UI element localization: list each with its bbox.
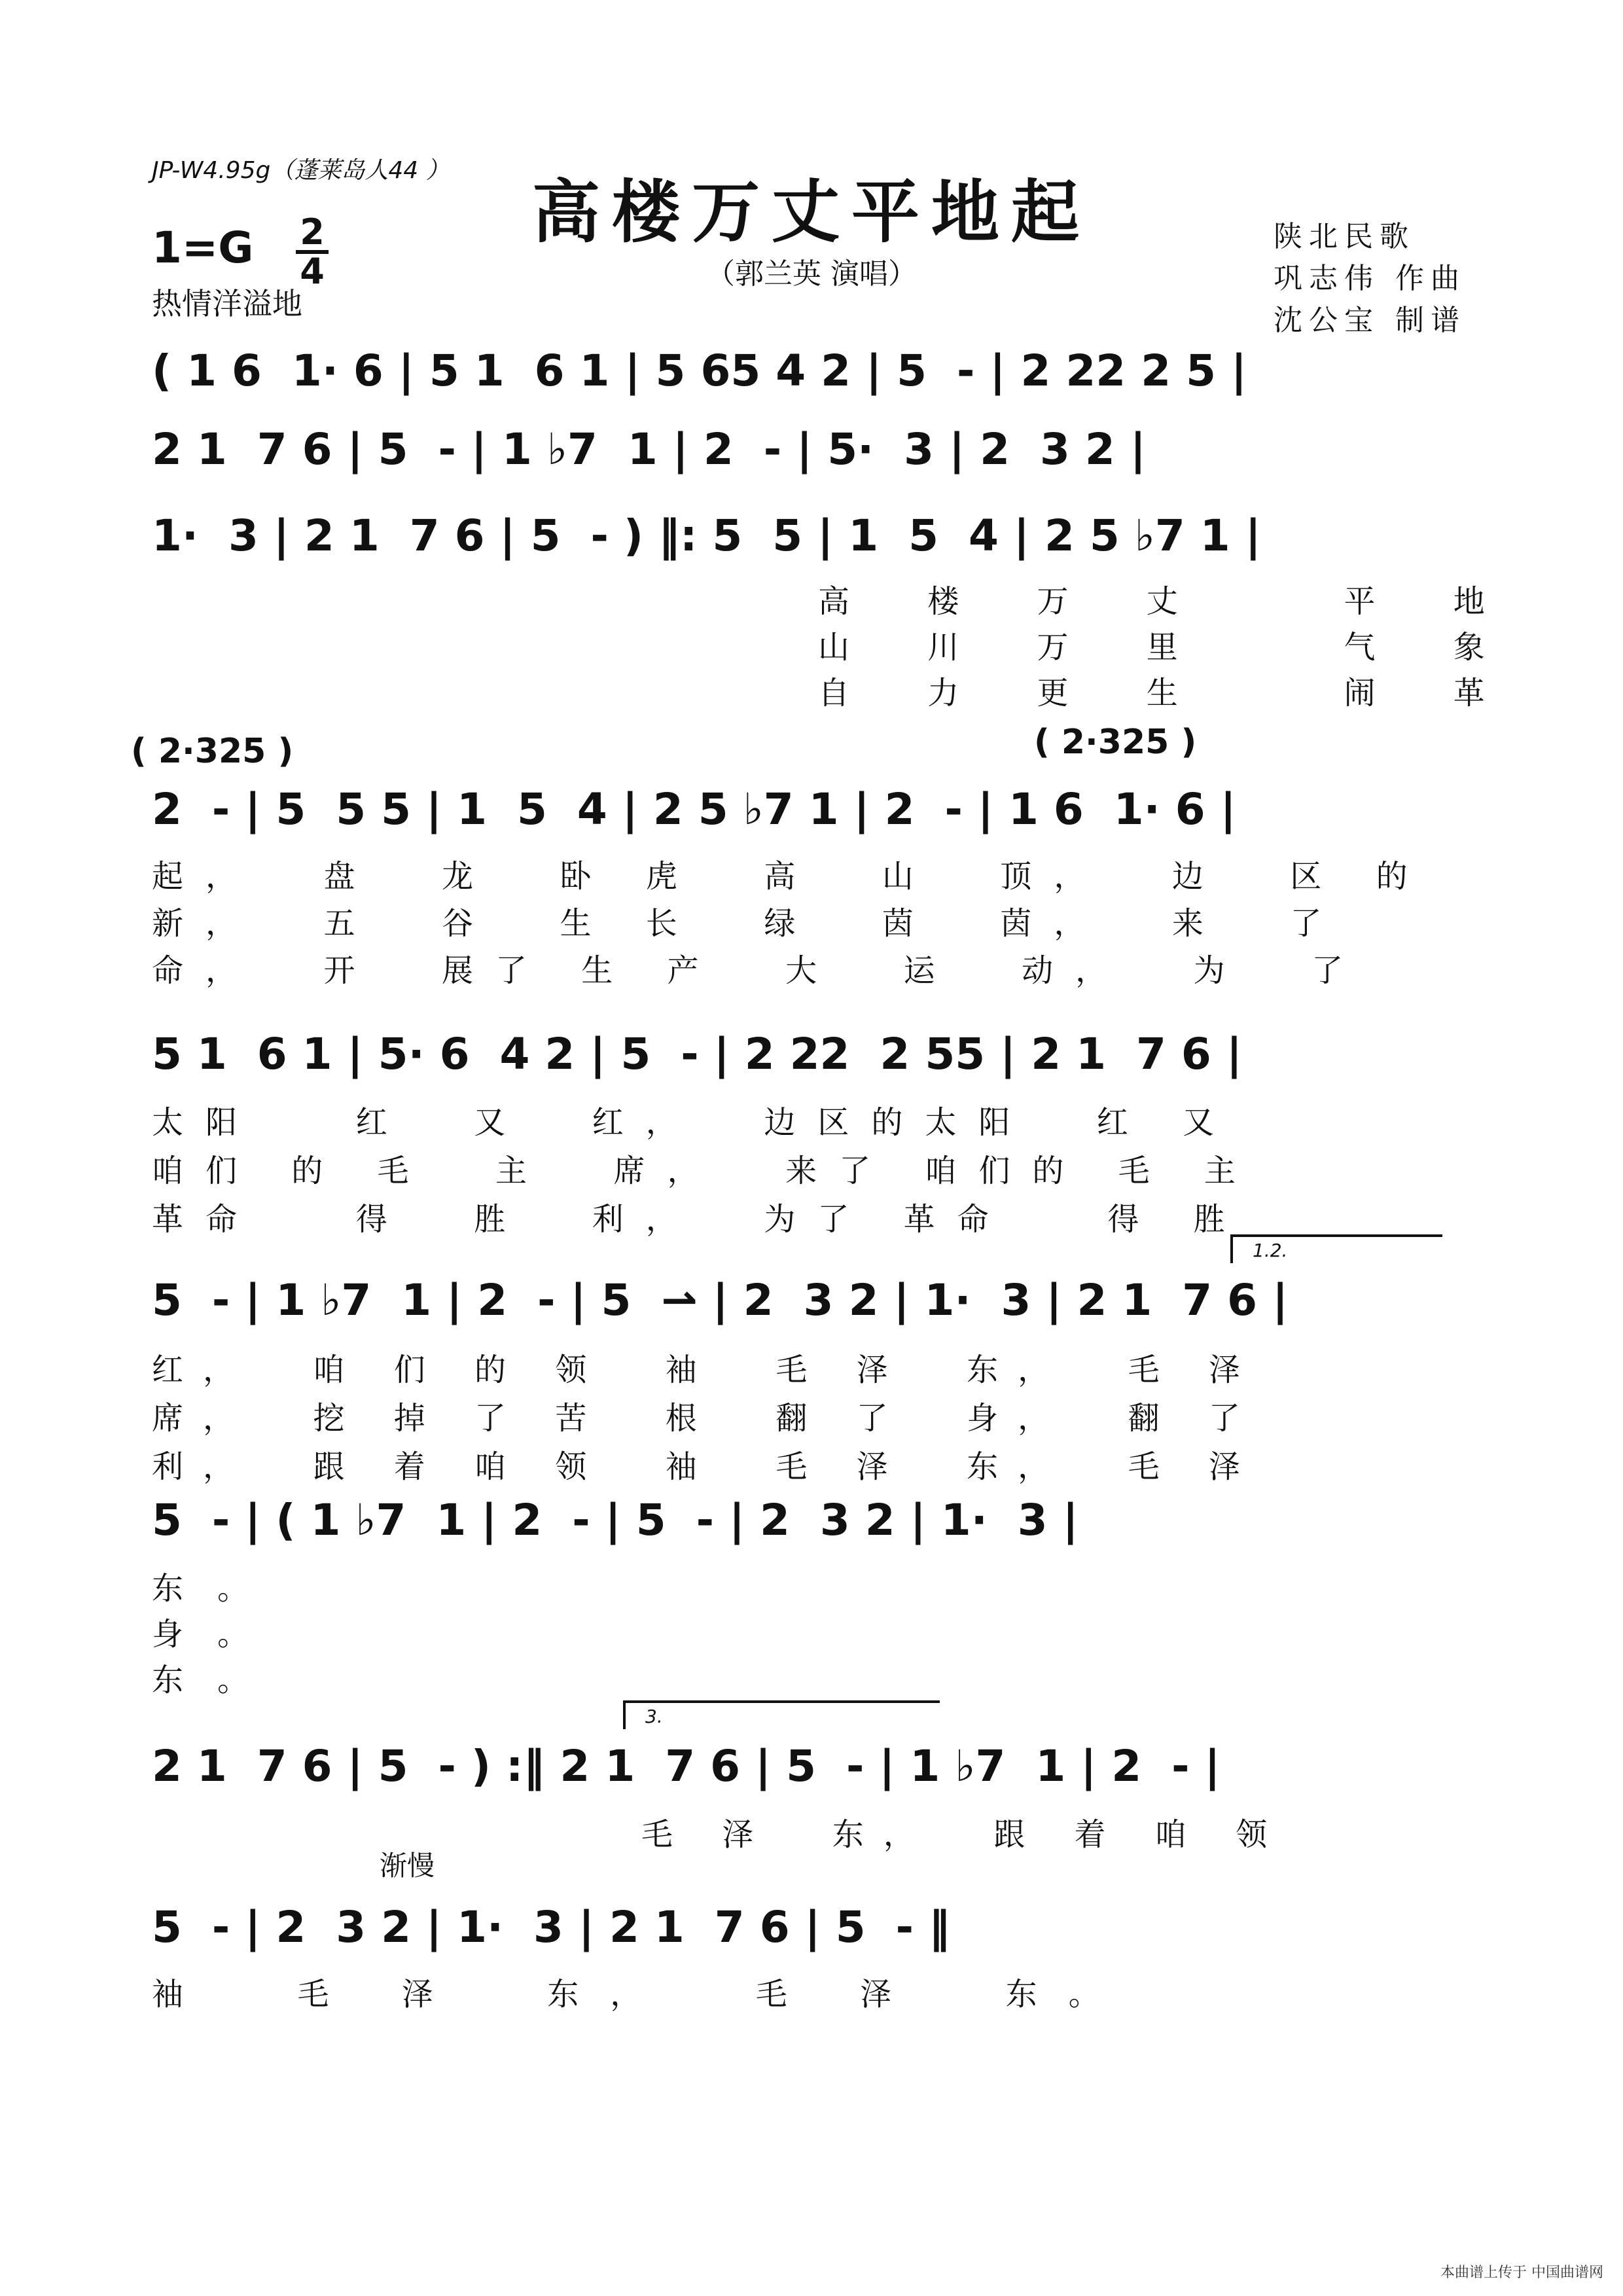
notes: 5 - | 2 3 2 | 1· 3 | 2 1 7 6 | 5 - ‖ <box>152 1902 950 1952</box>
intro-bracket: ( 2·325 ) <box>1034 723 1197 762</box>
intro-bracket: ( 2·325 ) <box>131 732 294 771</box>
notes: 5 - | ( 1 ♭7 1 | 2 - | 5 - | 2 3 2 | 1· 3 | <box>152 1495 1079 1545</box>
lyric-line: 高 楼 万 丈 平 地 <box>818 583 1519 620</box>
lyric-line: 毛 泽 东， 跟 着 咱 领 <box>641 1816 1287 1853</box>
notes: 2 1 7 6 | 5 - | 1 ♭7 1 | 2 - | 5· 3 | 2 3 2 | <box>152 424 1146 475</box>
lyric-line: 自 力 更 生 闹 革 <box>818 675 1519 711</box>
key-signature: 1=G <box>152 223 254 273</box>
system-9 <box>152 1902 1480 1952</box>
system-8 <box>152 1741 1480 1791</box>
source-label: JP-W4.95g（蓬莱岛人44 ） <box>152 157 450 184</box>
lyric-line: 太阳 红 又 红， 边区的太阳 红 又 <box>152 1104 1237 1141</box>
lyric-line: 山 川 万 里 气 象 <box>818 629 1519 666</box>
lyric-line: 东。 <box>152 1570 283 1607</box>
lyric-line: 东。 <box>152 1662 283 1698</box>
notes: 2 - | 5 5 5 | 1 5 4 | 2 5 ♭7 1 | 2 - | 1 6 1· 6 | <box>152 784 1236 834</box>
system-4 <box>152 784 1480 834</box>
system-3 <box>152 511 1480 561</box>
notes: 2 1 7 6 | 5 - ) :‖ 2 1 7 6 | 5 - | 1 ♭7 1 | 2 - | <box>152 1741 1221 1791</box>
system-2 <box>152 424 1480 475</box>
performer: （郭兰英 演唱） <box>706 257 917 291</box>
tempo-marking: 热情洋溢地 <box>152 286 302 321</box>
credit-arranger: 沈公宝 制谱 <box>1274 304 1466 337</box>
notes: 5 - | 1 ♭7 1 | 2 - | 5 ⇀ | 2 3 2 | 1· 3 | 2 1 7 6 | <box>152 1275 1289 1325</box>
system-5 <box>152 1029 1480 1079</box>
lyric-line: 咱们 的 毛 主 席， 来了 咱们的 毛 主 <box>152 1153 1258 1189</box>
time-signature <box>296 211 329 292</box>
notes: ( 1 6 1· 6 | 5 1 6 1 | 5 65 4 2 | 5 - | 2 22 2 5 | <box>152 346 1247 396</box>
system-6 <box>152 1275 1480 1325</box>
notes: 1· 3 | 2 1 7 6 | 5 - ) ‖: 5 5 | 1 5 4 | 2 5 ♭7 1 | <box>152 511 1261 561</box>
lyric-line: 新， 五 谷 生 长 绿 茵 茵， 来 了 <box>152 905 1344 942</box>
lyric-line: 利， 跟 着 咱 领 袖 毛 泽 东， 毛 泽 <box>152 1448 1260 1485</box>
system-1 <box>152 346 1480 396</box>
lyric-line: 身。 <box>152 1616 283 1653</box>
footer-credit: 本曲谱上传于 中国曲谱网 <box>1440 2265 1603 2281</box>
lyric-line: 起， 盘 龙 卧 虎 高 山 顶， 边 区 的 <box>152 858 1430 895</box>
lyric-line: 革命 得 胜 利， 为了 革命 得 胜 <box>152 1201 1247 1238</box>
lyric-line: 袖 毛 泽 东， 毛 泽 东。 <box>152 1976 1132 2013</box>
system-7 <box>152 1495 1480 1545</box>
notes: 5 1 6 1 | 5· 6 4 2 | 5 - | 2 22 2 55 | 2 1 7 6 | <box>152 1029 1242 1079</box>
volta-label: 1.2. <box>1253 1240 1288 1261</box>
volta-label: 3. <box>645 1706 663 1727</box>
credits <box>1274 216 1466 342</box>
credit-composer: 巩志伟 作曲 <box>1274 262 1466 295</box>
volta-3 <box>623 1700 940 1729</box>
ritardando-marking: 渐慢 <box>380 1850 435 1882</box>
page-title: 高楼万丈平地起 <box>531 171 1091 252</box>
lyric-line: 红， 咱 们 的 领 袖 毛 泽 东， 毛 泽 <box>152 1352 1260 1388</box>
lyric-line: 席， 挖 掉 了 苦 根 翻 了 身， 翻 了 <box>152 1400 1260 1437</box>
time-top: 2 <box>300 211 325 253</box>
credit-genre: 陕北民歌 <box>1274 220 1415 253</box>
time-bottom: 4 <box>300 251 325 292</box>
lyric-line: 命， 开 展了 生 产 大 运 动， 为 了 <box>152 952 1366 989</box>
volta-1-2 <box>1230 1234 1442 1263</box>
